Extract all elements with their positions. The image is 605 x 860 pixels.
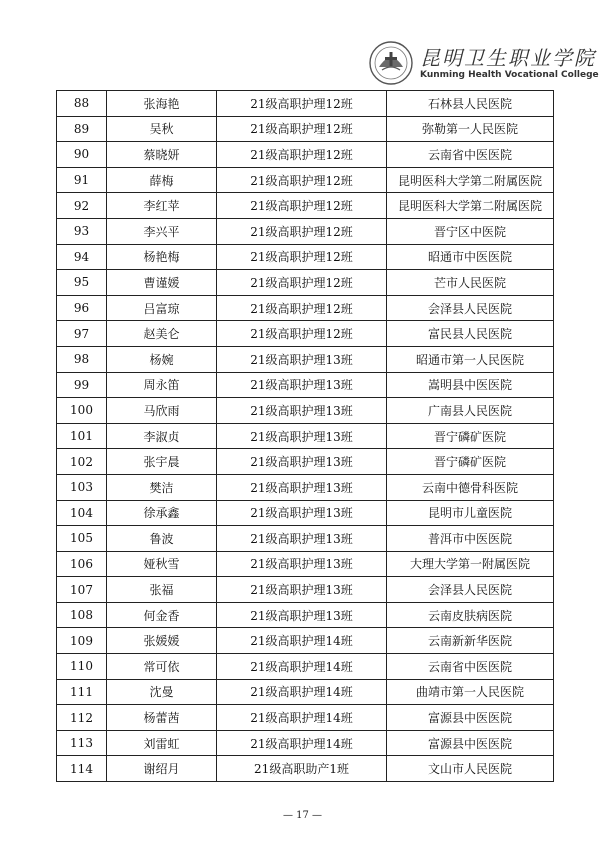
- class-name: 21级高职护理13班: [217, 449, 387, 475]
- hospital-name: 富源县中医医院: [387, 705, 554, 731]
- class-name: 21级高职护理13班: [217, 372, 387, 398]
- row-number: 98: [57, 346, 107, 372]
- class-name: 21级高职护理13班: [217, 500, 387, 526]
- row-number: 100: [57, 398, 107, 424]
- hospital-name: 石林县人民医院: [387, 91, 554, 117]
- college-name-cn: 昆明卫生职业学院: [420, 46, 596, 70]
- student-name: 何金香: [107, 602, 217, 628]
- college-logo: [368, 40, 599, 90]
- student-name: 谢绍月: [107, 756, 217, 782]
- class-name: 21级高职护理12班: [217, 295, 387, 321]
- hospital-name: 云南皮肤病医院: [387, 602, 554, 628]
- table-row: [57, 346, 554, 372]
- class-name: 21级高职护理12班: [217, 270, 387, 296]
- student-name: 张媛媛: [107, 628, 217, 654]
- row-number: 89: [57, 116, 107, 142]
- hospital-name: 富源县中医医院: [387, 730, 554, 756]
- class-name: 21级高职护理14班: [217, 654, 387, 680]
- row-number: 114: [57, 756, 107, 782]
- hospital-name: 昆明医科大学第二附属医院: [387, 193, 554, 219]
- row-number: 93: [57, 218, 107, 244]
- hospital-name: 昭通市中医医院: [387, 244, 554, 270]
- hospital-name: 普洱市中医医院: [387, 526, 554, 552]
- student-name: 杨蕾茜: [107, 705, 217, 731]
- college-emblem-icon: [368, 40, 414, 86]
- class-name: 21级高职护理12班: [217, 116, 387, 142]
- student-name: 薛梅: [107, 167, 217, 193]
- table-row: [57, 474, 554, 500]
- table-row: [57, 705, 554, 731]
- hospital-name: 云南省中医医院: [387, 654, 554, 680]
- hospital-name: 广南县人民医院: [387, 398, 554, 424]
- class-name: 21级高职护理13班: [217, 526, 387, 552]
- hospital-name: 云南省中医医院: [387, 142, 554, 168]
- hospital-name: 弥勒第一人民医院: [387, 116, 554, 142]
- row-number: 104: [57, 500, 107, 526]
- hospital-name: 昆明医科大学第二附属医院: [387, 167, 554, 193]
- row-number: 103: [57, 474, 107, 500]
- table-row: [57, 116, 554, 142]
- row-number: 110: [57, 654, 107, 680]
- hospital-name: 富民县人民医院: [387, 321, 554, 347]
- class-name: 21级高职护理13班: [217, 346, 387, 372]
- table-row: [57, 142, 554, 168]
- table-row: [57, 295, 554, 321]
- class-name: 21级高职护理14班: [217, 679, 387, 705]
- college-name-en: Kunming Health Vocational College: [420, 70, 599, 80]
- table-row: [57, 602, 554, 628]
- table-row: [57, 500, 554, 526]
- row-number: 91: [57, 167, 107, 193]
- student-name: 吴秋: [107, 116, 217, 142]
- row-number: 102: [57, 449, 107, 475]
- table-row: [57, 321, 554, 347]
- placement-table-body: [57, 91, 554, 782]
- student-name: 刘雷虹: [107, 730, 217, 756]
- table-row: [57, 167, 554, 193]
- student-name: 蔡晓妍: [107, 142, 217, 168]
- placement-table: [56, 90, 554, 782]
- table-row: [57, 679, 554, 705]
- class-name: 21级高职护理13班: [217, 474, 387, 500]
- student-name: 赵美仑: [107, 321, 217, 347]
- class-name: 21级高职护理14班: [217, 730, 387, 756]
- table-row: [57, 526, 554, 552]
- table-row: [57, 423, 554, 449]
- class-name: 21级高职护理13班: [217, 398, 387, 424]
- page-number: — 17 —: [282, 810, 323, 821]
- table-row: [57, 218, 554, 244]
- row-number: 94: [57, 244, 107, 270]
- class-name: 21级高职护理12班: [217, 142, 387, 168]
- student-name: 马欣雨: [107, 398, 217, 424]
- student-name: 张海艳: [107, 91, 217, 117]
- student-name: 鲁波: [107, 526, 217, 552]
- student-name: 娅秋雪: [107, 551, 217, 577]
- student-name: 樊洁: [107, 474, 217, 500]
- table-row: [57, 449, 554, 475]
- hospital-name: 嵩明县中医医院: [387, 372, 554, 398]
- class-name: 21级高职护理13班: [217, 551, 387, 577]
- row-number: 88: [57, 91, 107, 117]
- row-number: 105: [57, 526, 107, 552]
- row-number: 109: [57, 628, 107, 654]
- hospital-name: 芒市人民医院: [387, 270, 554, 296]
- row-number: 90: [57, 142, 107, 168]
- row-number: 113: [57, 730, 107, 756]
- student-name: 张福: [107, 577, 217, 603]
- student-name: 沈曼: [107, 679, 217, 705]
- student-name: 徐承鑫: [107, 500, 217, 526]
- student-name: 李兴平: [107, 218, 217, 244]
- table-row: [57, 577, 554, 603]
- class-name: 21级高职护理12班: [217, 193, 387, 219]
- row-number: 106: [57, 551, 107, 577]
- table-row: [57, 270, 554, 296]
- table-row: [57, 398, 554, 424]
- hospital-name: 文山市人民医院: [387, 756, 554, 782]
- class-name: 21级高职护理13班: [217, 602, 387, 628]
- hospital-name: 会泽县人民医院: [387, 295, 554, 321]
- hospital-name: 晋宁磷矿医院: [387, 449, 554, 475]
- hospital-name: 云南新新华医院: [387, 628, 554, 654]
- row-number: 107: [57, 577, 107, 603]
- row-number: 112: [57, 705, 107, 731]
- table-row: [57, 244, 554, 270]
- class-name: 21级高职助产1班: [217, 756, 387, 782]
- student-name: 曹谨媛: [107, 270, 217, 296]
- row-number: 97: [57, 321, 107, 347]
- class-name: 21级高职护理13班: [217, 577, 387, 603]
- hospital-name: 会泽县人民医院: [387, 577, 554, 603]
- row-number: 101: [57, 423, 107, 449]
- class-name: 21级高职护理14班: [217, 705, 387, 731]
- class-name: 21级高职护理12班: [217, 244, 387, 270]
- student-name: 李红苹: [107, 193, 217, 219]
- row-number: 92: [57, 193, 107, 219]
- hospital-name: 曲靖市第一人民医院: [387, 679, 554, 705]
- table-row: [57, 91, 554, 117]
- class-name: 21级高职护理14班: [217, 628, 387, 654]
- class-name: 21级高职护理12班: [217, 167, 387, 193]
- table-row: [57, 551, 554, 577]
- class-name: 21级高职护理12班: [217, 321, 387, 347]
- hospital-name: 昭通市第一人民医院: [387, 346, 554, 372]
- student-name: 周永笛: [107, 372, 217, 398]
- table-row: [57, 193, 554, 219]
- student-name: 杨婉: [107, 346, 217, 372]
- table-row: [57, 654, 554, 680]
- student-name: 李淑贞: [107, 423, 217, 449]
- row-number: 108: [57, 602, 107, 628]
- table-row: [57, 628, 554, 654]
- class-name: 21级高职护理12班: [217, 218, 387, 244]
- hospital-name: 昆明市儿童医院: [387, 500, 554, 526]
- student-name: 吕富琼: [107, 295, 217, 321]
- row-number: 96: [57, 295, 107, 321]
- hospital-name: 大理大学第一附属医院: [387, 551, 554, 577]
- hospital-name: 云南中德骨科医院: [387, 474, 554, 500]
- hospital-name: 晋宁磷矿医院: [387, 423, 554, 449]
- table-row: [57, 756, 554, 782]
- hospital-name: 晋宁区中医院: [387, 218, 554, 244]
- row-number: 111: [57, 679, 107, 705]
- student-name: 常可依: [107, 654, 217, 680]
- row-number: 99: [57, 372, 107, 398]
- row-number: 95: [57, 270, 107, 296]
- student-name: 张宇晨: [107, 449, 217, 475]
- table-row: [57, 730, 554, 756]
- class-name: 21级高职护理12班: [217, 91, 387, 117]
- class-name: 21级高职护理13班: [217, 423, 387, 449]
- student-name: 杨艳梅: [107, 244, 217, 270]
- table-row: [57, 372, 554, 398]
